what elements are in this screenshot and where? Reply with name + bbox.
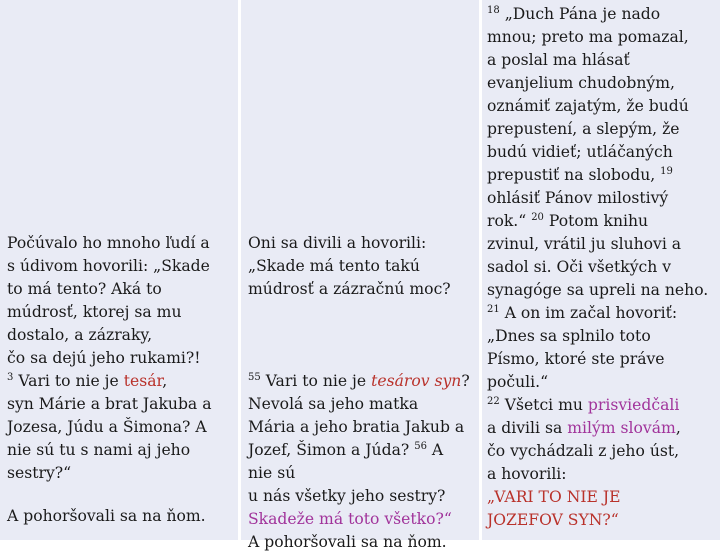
text-line bbox=[487, 164, 708, 187]
text-line bbox=[248, 439, 470, 462]
text-span: rok.“ bbox=[487, 212, 532, 230]
text-line: to má tento? Aká to bbox=[7, 280, 162, 298]
verse-number: 20 bbox=[531, 211, 544, 223]
text-line: múdrosť a zázračnú moc? bbox=[248, 280, 451, 298]
text-line: Počúvalo ho mnoho ľudí a bbox=[7, 234, 210, 252]
text-line: s údivom hovorili: „Skade bbox=[7, 257, 210, 275]
text-line: a poslal ma hlásať bbox=[487, 51, 630, 69]
text-line: Nevolá sa jeho matka bbox=[248, 395, 419, 413]
text-span: ? bbox=[461, 372, 470, 390]
text-line: „Skade má tento takú bbox=[248, 257, 420, 275]
text-span: „Duch Pána je nado bbox=[499, 5, 661, 23]
highlight-purple: prisviedčali bbox=[587, 396, 680, 414]
text-span: Potom knihu bbox=[543, 212, 649, 230]
text-line: prepustení, a slepým, že bbox=[487, 120, 680, 138]
text-line: nie sú bbox=[248, 464, 296, 482]
verse-number: 21 bbox=[487, 303, 500, 315]
text-span: Jozef, Šimon a Júda? bbox=[248, 441, 415, 459]
text-line: čo vychádzali z jeho úst, bbox=[487, 442, 680, 460]
verse-number: 22 bbox=[487, 395, 500, 407]
text-line: syn Márie a brat Jakuba a bbox=[7, 395, 212, 413]
text-span: , bbox=[162, 372, 168, 390]
text-line: a hovorili: bbox=[487, 465, 567, 483]
text-span: , bbox=[675, 419, 681, 437]
text-line: zvinul, vrátil ju sluhovi a bbox=[487, 235, 682, 253]
mark-passage-block bbox=[7, 232, 212, 485]
text-span: A bbox=[426, 441, 444, 459]
text-line: čo sa dejú jeho rukami?! bbox=[7, 349, 201, 367]
text-span: a divili sa bbox=[487, 419, 568, 437]
text-span: prepustiť na slobodu, bbox=[487, 166, 661, 184]
text-line: oznámiť zajatým, že budú bbox=[487, 97, 689, 115]
text-line: „Dnes sa splnilo toto bbox=[487, 327, 651, 345]
luke-passage-block bbox=[487, 3, 708, 532]
highlight-red-line: JOZEFOV SYN?“ bbox=[487, 511, 619, 529]
text-line: dostalo, a zázraky, bbox=[7, 326, 153, 344]
text-span: Všetci mu bbox=[499, 396, 588, 414]
verse-number: 18 bbox=[487, 4, 500, 16]
text-line bbox=[7, 370, 212, 393]
text-line: múdrosť, ktorej sa mu bbox=[7, 303, 182, 321]
text-line: u nás všetky jeho sestry? bbox=[248, 487, 446, 505]
text-line bbox=[487, 394, 708, 417]
highlight-red-italic: tesárov syn bbox=[371, 372, 462, 390]
text-line: synagóge sa upreli na neho. bbox=[487, 281, 709, 299]
text-line bbox=[487, 417, 708, 440]
verse-number: 3 bbox=[7, 371, 14, 383]
column-matthew bbox=[241, 0, 479, 551]
highlight-red-line: „VARI TO NIE JE bbox=[487, 488, 621, 506]
text-line: nie sú tu s nami aj jeho bbox=[7, 441, 191, 459]
text-line: Oni sa divili a hovorili: bbox=[248, 234, 427, 252]
text-line: Písmo, ktoré ste práve bbox=[487, 350, 665, 368]
text-line: sadol si. Oči všetkých v bbox=[487, 258, 672, 276]
matthew-block-1 bbox=[248, 232, 451, 301]
highlight-purple-line: Skadeže má toto všetko?“ bbox=[248, 510, 452, 528]
text-span: Vari to nie je bbox=[13, 372, 124, 390]
text-line: počuli.“ bbox=[487, 373, 549, 391]
text-line: Mária a jeho bratia Jakub a bbox=[248, 418, 465, 436]
column-luke bbox=[482, 0, 720, 540]
text-span: Vari to nie je bbox=[260, 372, 372, 390]
verse-number: 55 bbox=[248, 371, 261, 383]
text-line: sestry?“ bbox=[7, 464, 72, 482]
text-line-cut: A pohoršovali sa na ňom. bbox=[248, 533, 447, 551]
highlight-purple: milým slovám bbox=[567, 419, 676, 437]
text-line: mnou; preto ma pomazal, bbox=[487, 28, 689, 46]
text-line bbox=[487, 302, 708, 325]
column-mark bbox=[0, 0, 238, 540]
text-line: evanjelium chudobným, bbox=[487, 74, 675, 92]
text-line: budú vidieť; utláčaných bbox=[487, 143, 673, 161]
text-line: ohlásiť Pánov milostivý bbox=[487, 189, 669, 207]
verse-number: 56 bbox=[414, 440, 427, 452]
matthew-block-2 bbox=[248, 370, 470, 554]
highlight-red: tesár bbox=[123, 372, 163, 390]
text-span: A on im začal hovoriť: bbox=[499, 304, 678, 322]
closing-line: A pohoršovali sa na ňom. bbox=[7, 507, 206, 525]
verse-number: 19 bbox=[660, 165, 673, 177]
text-line: Jozesa, Júdu a Šimona? A bbox=[7, 418, 207, 436]
text-line bbox=[248, 370, 470, 393]
text-line bbox=[487, 210, 708, 233]
text-line bbox=[487, 3, 708, 26]
